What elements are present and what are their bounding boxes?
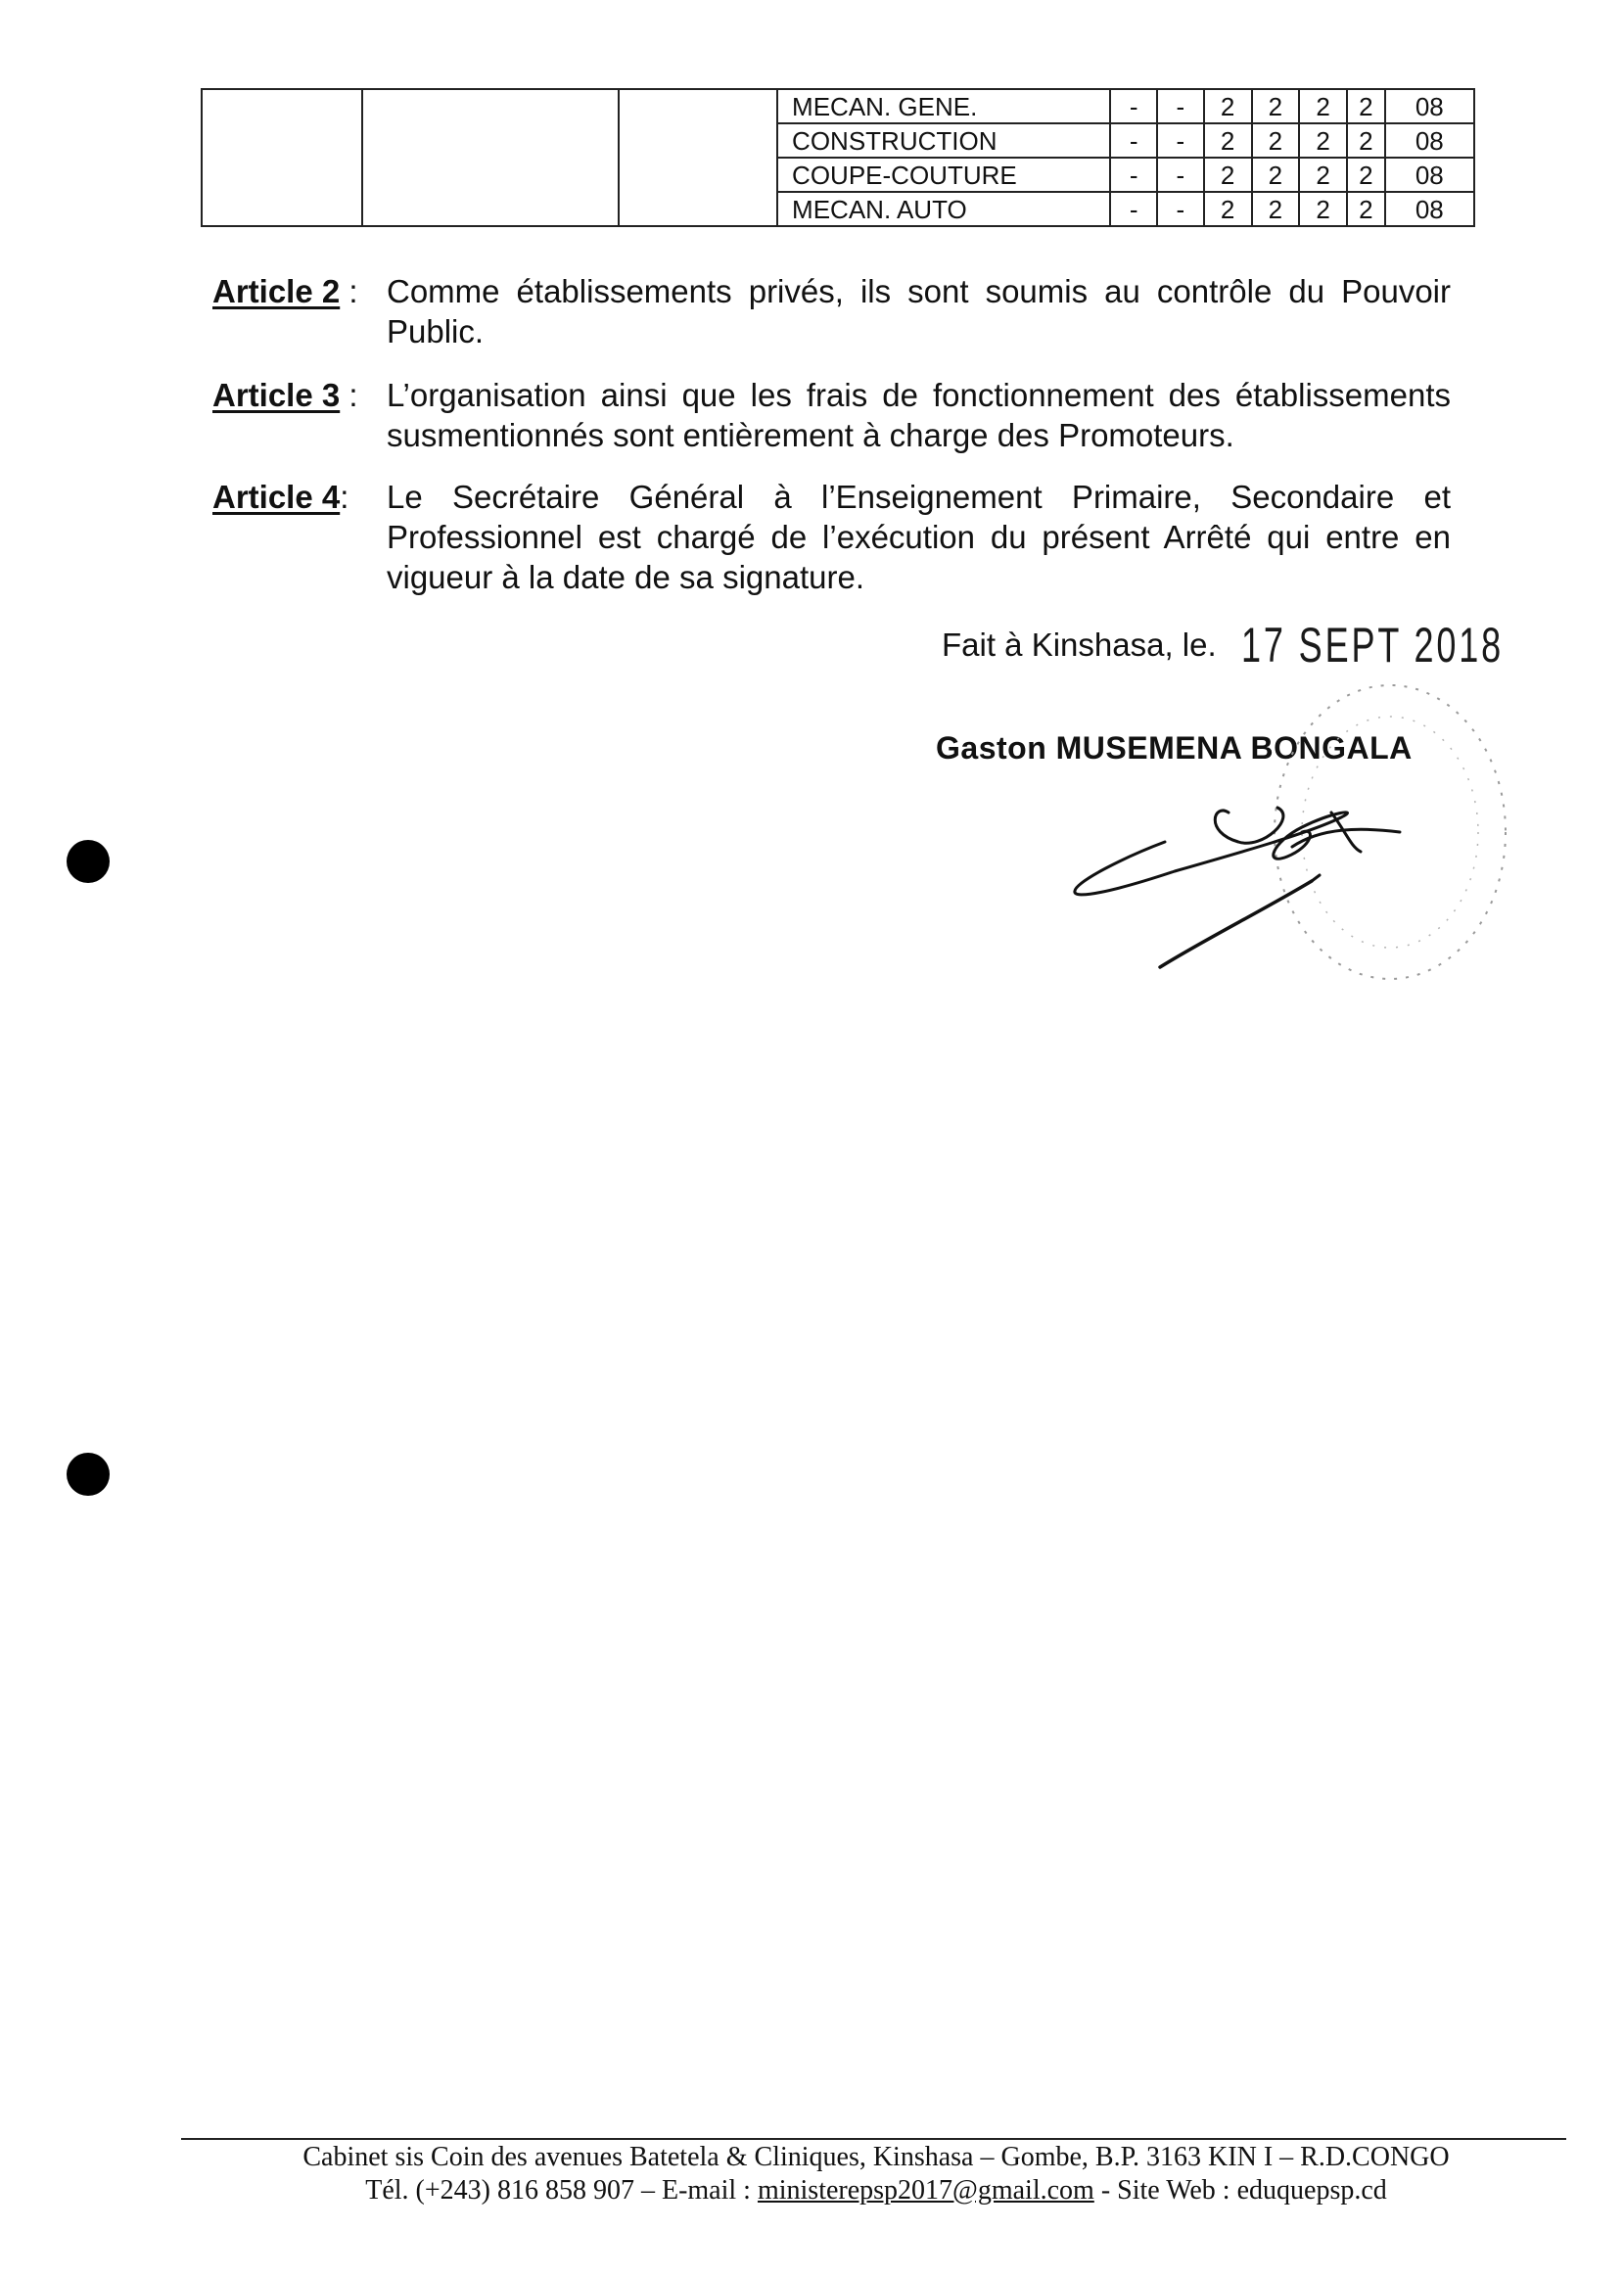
count-cell: 2 xyxy=(1204,89,1252,123)
count-cell: 2 xyxy=(1252,192,1300,226)
count-cell: - xyxy=(1157,192,1204,226)
count-cell: - xyxy=(1157,158,1204,192)
count-cell: 2 xyxy=(1204,123,1252,158)
blank-col-1 xyxy=(202,89,362,226)
total-cell: 08 xyxy=(1385,192,1474,226)
stamped-date: 17 SEPT 2018 xyxy=(1241,618,1505,673)
article-label: Article 2 xyxy=(212,273,341,309)
signatory-last-name: MUSEMENA BONGALA xyxy=(1055,730,1413,766)
filiere-cell: MECAN. GENE. xyxy=(777,89,1110,123)
footer-contacts xyxy=(186,2175,1566,2206)
count-cell: - xyxy=(1110,123,1157,158)
count-cell: 2 xyxy=(1347,123,1385,158)
blank-col-3 xyxy=(619,89,778,226)
article-text: Le Secrétaire Général à l’Enseignement Primaire, Secondaire et Professionnel est chargé de l’exécution du présent Arrêté qui entre en vigueur à la date de sa signature. xyxy=(387,479,1451,595)
count-cell: 2 xyxy=(1299,192,1347,226)
footer-phone: Tél. (+243) 816 858 907 – E-mail : xyxy=(365,2175,758,2206)
article-3 xyxy=(212,375,1451,455)
article-text: L’organisation ainsi que les frais de fonctionnement des établissements susmentionnés sont entièrement à charge des Promoteurs. xyxy=(387,377,1451,453)
binder-hole xyxy=(67,840,110,883)
table-row xyxy=(202,89,1474,123)
footer-divider xyxy=(181,2138,1566,2140)
count-cell: - xyxy=(1110,89,1157,123)
article-separator: : xyxy=(340,479,349,515)
article-4 xyxy=(212,477,1451,597)
article-separator: : xyxy=(340,273,358,309)
article-separator: : xyxy=(340,377,358,413)
options-table-body xyxy=(202,89,1474,226)
filiere-cell: COUPE-COUTURE xyxy=(777,158,1110,192)
filiere-cell: CONSTRUCTION xyxy=(777,123,1110,158)
count-cell: 2 xyxy=(1204,192,1252,226)
count-cell: 2 xyxy=(1299,158,1347,192)
count-cell: 2 xyxy=(1347,192,1385,226)
options-table xyxy=(201,88,1475,227)
count-cell: 2 xyxy=(1204,158,1252,192)
count-cell: - xyxy=(1110,192,1157,226)
count-cell: 2 xyxy=(1347,158,1385,192)
filiere-cell: MECAN. AUTO xyxy=(777,192,1110,226)
article-text: Comme établissements privés, ils sont soumis au contrôle du Pouvoir Public. xyxy=(387,273,1451,349)
blank-col-2 xyxy=(362,89,619,226)
count-cell: 2 xyxy=(1347,89,1385,123)
count-cell: - xyxy=(1157,123,1204,158)
binder-hole xyxy=(67,1453,110,1496)
total-cell: 08 xyxy=(1385,123,1474,158)
count-cell: 2 xyxy=(1252,158,1300,192)
count-cell: 2 xyxy=(1299,123,1347,158)
count-cell: - xyxy=(1157,89,1204,123)
total-cell: 08 xyxy=(1385,158,1474,192)
article-2 xyxy=(212,271,1451,351)
signature xyxy=(1067,773,1439,979)
signatory-first-name: Gaston xyxy=(936,730,1047,766)
article-label: Article 4 xyxy=(212,479,341,515)
footer-address: Cabinet sis Coin des avenues Batetela & Cliniques, Kinshasa – Gombe, B.P. 3163 KIN I – R.D.CONGO xyxy=(302,2142,1450,2172)
count-cell: 2 xyxy=(1252,89,1300,123)
place-and-date-label: Fait à Kinshasa, le. xyxy=(942,627,1217,663)
count-cell: 2 xyxy=(1299,89,1347,123)
article-label: Article 3 xyxy=(212,377,341,413)
total-cell: 08 xyxy=(1385,89,1474,123)
count-cell: - xyxy=(1110,158,1157,192)
footer-email-link[interactable]: ministerepsp2017@gmail.com xyxy=(757,2175,1094,2206)
count-cell: 2 xyxy=(1252,123,1300,158)
footer-website: - Site Web : eduquepsp.cd xyxy=(1093,2175,1387,2206)
